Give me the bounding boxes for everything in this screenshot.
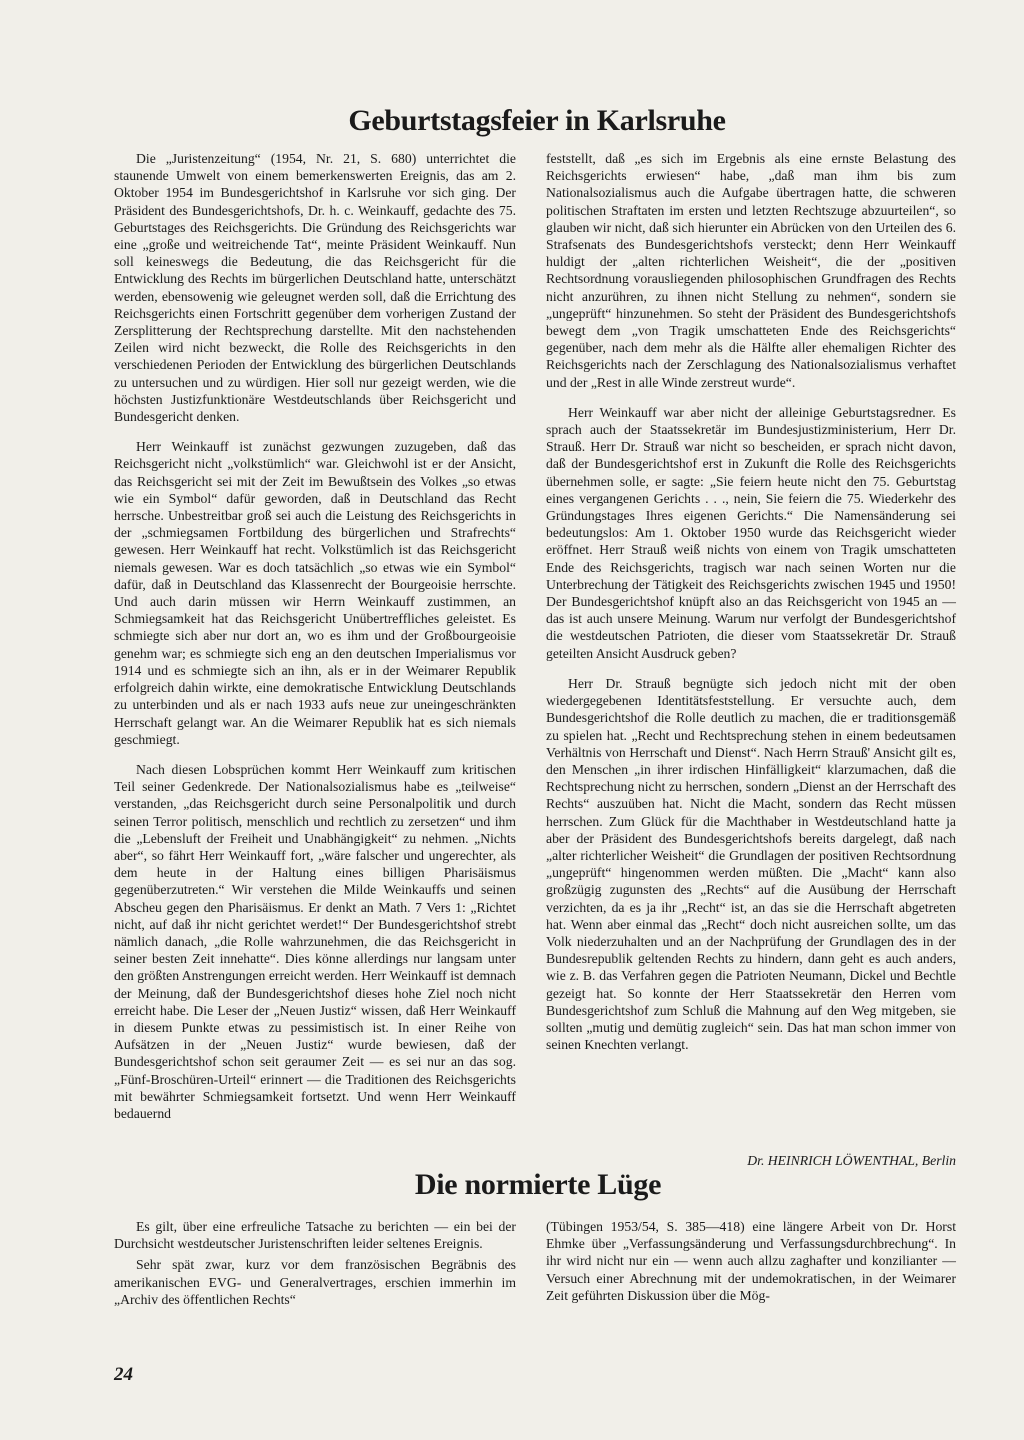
paragraph: (Tübingen 1953/54, S. 385—418) eine längere Arbeit von Dr. Horst Ehmke über „Verfassungsänderung und Verfassungsdurchbrechung“. In ihr wird nicht nur ein — wenn auch allzu zaghafter und konzilianter — Versuch einer Abrechnung mit der undemokratischen, in der Weimarer Zeit geführten Diskussion über die Mög-: [546, 1219, 956, 1303]
paragraph: feststellt, daß „es sich im Ergebnis als eine ernste Belastung des Reichsgerichts erwiesen“ habe, „daß man ihm bis zum Nationalsozialismus auch die Aufgabe übertragen hatte, die schweren politischen Straftaten im ersten und letzten Rechtszuge abzuurteilen“, so glauben wir nicht, daß sich hierunter ein Abrücken von den Urteilen des 6. Strafsenats des Bundesgerichtshofs versteckt; denn Herr Weinkauff huldigt der „alten richterlichen Weisheit“, die der „positiven Rechtsordnung vorausliegenden philosophischen Grundfragen des Rechts nicht anzurühren, zu ihnen nicht Stellung zu nehmen“, sondern sie „ungeprüft“ hinzunehmen. So steht der Präsident des Bundesgerichtshofs bewegt dem „von Tragik umschatteten Ende des Reichsgerichts“ gegenüber, nach dem mehr als die Hälfte aller ehemaligen Richter des Reichsgerichts nach der Zerschlagung des Nationalsozialismus verhaftet und der „Rest in alle Winde zerstreut wurde“.: [546, 151, 956, 390]
article2-column-right: [546, 1218, 956, 1304]
paragraph: Herr Dr. Strauß begnügte sich jedoch nicht mit der oben wiedergegebenen Identitätsfeststellung. Er versuchte auch, dem Bundesgerichtshof die Rolle deutlich zu machen, die er traditionsgemäß zu spielen hat. „Recht und Rechtsprechung stehen in einem bedeutsamen Verhältnis von Herrschaft und Dienst“. Nach Herrn Strauß' Ansicht gilt es, den Menschen „in ihrer irdischen Hinfälligkeit“ klarzumachen, daß die Rechtsprechung nicht zu herrschen, sondern „Dienst an der Herrschaft des Rechts“ auszuüben hat. Nicht die Macht, sondern das Recht müssen herrschen. Zum Glück für die Machthaber in Westdeutschland hatte ja aber der Präsident des Bundesgerichtshofs bereits dargelegt, daß nach „alter richterlicher Weisheit“ die Grundlagen der positiven Rechtsordnung „ungeprüft“ hingenommen werden müßten. Die „Macht“ kann also großzügig zugunsten des „Rechts“ auf die Ausübung der Herrschaft verzichten, da es ja ihr „Recht“ ist, an das sie die Herrschaft abgetreten hat. Wenn aber einmal das „Recht“ doch nicht ausreichen sollte, um das Volk niederzuhalten und an der Nachprüfung der Grundlagen des in der Bundesrepublik geltenden Rechts zu hindern, dann geht es auch anders, wie z. B. das Verfahren gegen die Patrioten Neumann, Dickel und Bechtle gezeigt hat. So konnte der Herr Staatssekretär den Herren vom Bundesgerichtshof zum Schluß die Mahnung auf den Weg mitgeben, sie sollten „mutig und demütig zugleich“ sein. Das hat man schon immer von seinen Knechten verlangt.: [546, 675, 956, 1053]
paragraph: Es gilt, über eine erfreuliche Tatsache zu berichten — ein bei der Durchsicht westdeutscher Juristenschriften leider seltenes Ereignis.: [114, 1219, 516, 1252]
paragraph: Nach diesen Lobsprüchen kommt Herr Weinkauff zum kritischen Teil seiner Gedenkrede. Der Nationalsozialismus habe es „teilweise“ verstanden, „das Reichsgericht durch seine Personalpolitik und durch seinen Terror politisch, menschlich und rechtlich zu zersetzen“ und ihm die „Lebensluft der Freiheit und Unabhängigkeit“ zu nehmen. „Nichts aber“, so fährt Herr Weinkauff fort, „wäre falscher und ungerechter, als dem heute in der Haltung eines billigen Pharisäismus gegenüberzutreten.“ Wir verstehen die Milde Weinkauffs und seinen Abscheu gegen den Pharisäismus. Er denkt an Math. 7 Vers 1: „Richtet nicht, auf daß ihr nicht gerichtet werdet!“ Der Bundesgerichtshof strebt nämlich danach, „die Rolle wahrzunehmen, die das Reichsgericht in seiner besten Zeit innehatte“. Dies könne allerdings nur langsam unter den größten Anstrengungen erreicht werden. Herr Weinkauff ist demnach der Meinung, daß der Bundesgerichtshof dieses hohe Ziel noch nicht erreicht habe. Die Leser der „Neuen Justiz“ wissen, daß Herr Weinkauff in diesem Punkte etwas zu pessimistisch ist. In einer Reihe von Aufsätzen in der „Neuen Justiz“ wurde bewiesen, daß der Bundesgerichtshof schon seit geraumer Zeit — es sei nur an das sog. „Fünf-Broschüren-Urteil“ erinnert — die Traditionen des Reichsgerichts mit bewährter Schmiegsamkeit fortsetzt. Und wenn Herr Weinkauff bedauernd: [114, 761, 516, 1121]
paragraph: Herr Weinkauff war aber nicht der alleinige Geburtstagsredner. Es sprach auch der Staatssekretär im Bundesjustizministerium, Herr Dr. Strauß. Herr Dr. Strauß war nicht so bescheiden, er sprach nicht davon, daß der Bundesgerichtshof erst in Zukunft die Rolle des Reichsgerichts übernehmen solle, er sagte: „Sie feiern heute nicht den 75. Geburtstag eines vergangenen Gerichts . . ., nein, Sie feiern die 75. Wiederkehr des Gründungstages Ihres eigenen Gerichts.“ Die Namensänderung sei bedeutungslos: Am 1. Oktober 1950 wurde das Reichsgericht wieder eröffnet. Herr Strauß weiß nichts von einem von Tragik umschatteten Ende des Reichsgerichts, tragisch war nach seinen Worten nur die Unterbrechung der Tätigkeit des Reichsgerichts zwischen 1945 und 1950! Der Bundesgerichtshof knüpft also an das Reichsgericht von 1945 an — das ist auch unsere Meinung. Warum nur verfolgt der Bundesgerichtshof die westdeutschen Patrioten, die dieser vom Staatssekretär Dr. Strauß geteilten Ansicht Ausdruck geben?: [546, 404, 956, 661]
article2-column-left: [114, 1218, 516, 1308]
paragraph: Sehr spät zwar, kurz vor dem französischen Begräbnis des amerikanischen EVG- und Generalvertrages, erschien immerhin im „Archiv des öffentlichen Rechts“: [114, 1257, 516, 1307]
paragraph: Die „Juristenzeitung“ (1954, Nr. 21, S. 680) unterrichtet die staunende Umwelt von einem bemerkenswerten Ereignis, das am 2. Oktober 1954 im Bundesgerichtshof in Karlsruhe vor sich ging. Der Präsident des Bundesgerichtshofs, Dr. h. c. Weinkauff, gedachte des 75. Geburtstages des Reichsgerichts. Die Gründung des Reichsgerichts war eine „große und weitreichende Tat“, meinte Präsident Weinkauff. Nun soll keineswegs die Bedeutung, die das Reichsgericht für die Entwicklung des Rechts im bürgerlichen Deutschland hatte, unterschätzt werden, ebensowenig wie geleugnet werden soll, daß die Errichtung des Reichsgerichts einen Fortschritt gegenüber dem vorherigen Zustand der Zersplitterung der Rechtsprechung darstellte. Mit den nachstehenden Zeilen wird nicht bezweckt, die Rolle des Reichsgerichts in den verschiedenen Perioden der Entwicklung des bürgerlichen Deutschlands zu untersuchen und zu würdigen. Hier soll nur gezeigt werden, wie die höchsten Justizfunktionäre Westdeutschlands über Reichsgericht und Bundesgericht denken.: [114, 151, 516, 425]
article-title-karlsruhe: Geburtstagsfeier in Karlsruhe: [348, 104, 726, 137]
paragraph: Herr Weinkauff ist zunächst gezwungen zuzugeben, daß das Reichsgericht nicht „volkstümlich“ war. Gleichwohl ist er der Ansicht, das Reichsgericht sei mit der Zeit im Bewußtsein des Volkes „so etwas wie ein Symbol“ dafür geworden, daß in Deutschland das Recht herrsche. Unbestreitbar groß sei auch die Leistung des Reichsgerichts in der „schmiegsamen Fortbildung des bürgerlichen und Strafrechts“ gewesen. Herr Weinkauff hat recht. Volkstümlich ist das Reichsgericht niemals gewesen. War es doch tatsächlich „so etwas wie ein Symbol“ dafür, daß in Deutschland das Klassenrecht der Bourgeoisie herrschte. Und auch darin müssen wir Herrn Weinkauff zustimmen, an Schmiegsamkeit hat das Reichsgericht Unübertreffliches geleistet. Es schmiegte sich aber nur dort an, wo es ihm und der Großbourgeoisie genehm war; es schmiegte sich eng an den deutschen Imperialismus vor 1914 und es schmiegte sich an ihn, als er in der Weimarer Republik erfolgreich dahin wirkte, eine demokratische Entwicklung Deutschlands zu unterbinden und als er nach 1933 aufs neue zur uneingeschränkten Herrschaft gelangt war. An die Weimarer Republik hat es sich niemals geschmiegt.: [114, 439, 516, 747]
author-signature: Dr. HEINRICH LÖWENTHAL, Berlin: [747, 1153, 956, 1168]
article-title-normierte-luege: Die normierte Lüge: [414, 1168, 662, 1201]
article1-column-left: [114, 150, 516, 1122]
page-number: 24: [114, 1364, 133, 1385]
article1-column-right: [546, 150, 956, 1053]
